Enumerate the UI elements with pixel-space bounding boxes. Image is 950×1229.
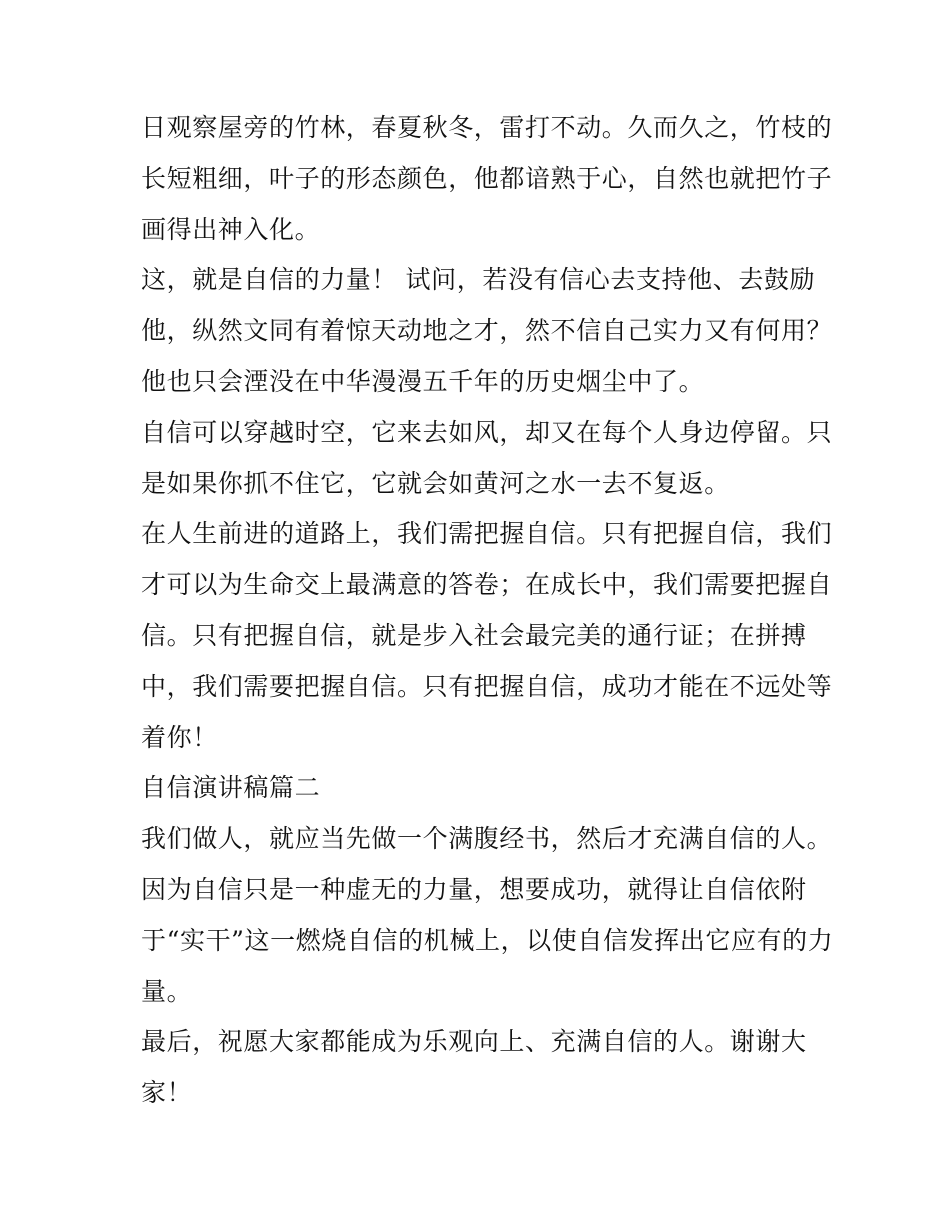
text-line: 我们做人，就应当先做一个满腹经书，然后才充满自信的人。 [141,824,833,854]
text-line: 他也只会湮没在中华漫漫五千年的历史烟尘中了。 [141,366,705,396]
text-line: 信。只有把握自信，就是步入社会最完美的通行证；在拼搏 [141,620,807,650]
text-line: 才可以为生命交上最满意的答卷；在成长中，我们需要把握自 [141,570,833,600]
text-line: 量。 [141,976,193,1006]
text-line: 画得出神入化。 [141,214,321,244]
text-line: 自信可以穿越时空，它来去如风，却又在每个人身边停留。只 [141,417,833,447]
text-line: 在人生前进的道路上，我们需把握自信。只有把握自信，我们 [141,519,833,549]
text-line: 最后，祝愿大家都能成为乐观向上、充满自信的人。谢谢大 [141,1027,807,1057]
text-line: 着你！ [141,722,218,752]
text-line: 是如果你抓不住它，它就会如黄河之水一去不复返。 [141,468,730,498]
text-line: 家！ [141,1078,193,1108]
text-line: 这，就是自信的力量！ 试问，若没有信心去支持他、去鼓励 [141,265,816,295]
text-line: 中，我们需要把握自信。只有把握自信，成功才能在不远处等 [141,671,833,701]
text-line: 他，纵然文同有着惊天动地之才，然不信自己实力又有何用？ [141,316,833,346]
text-line: 长短粗细，叶子的形态颜色，他都谙熟于心，自然也就把竹子 [141,163,833,193]
text-line: 因为自信只是一种虚无的力量，想要成功，就得让自信依附 [141,874,807,904]
text-line: 于“实干”这一燃烧自信的机械上，以使自信发挥出它应有的力 [141,925,834,955]
text-line: 日观察屋旁的竹林，春夏秋冬，雷打不动。久而久之，竹枝的 [141,113,833,142]
section-heading: 自信演讲稿篇二 [141,773,321,803]
document-body [141,103,834,1119]
